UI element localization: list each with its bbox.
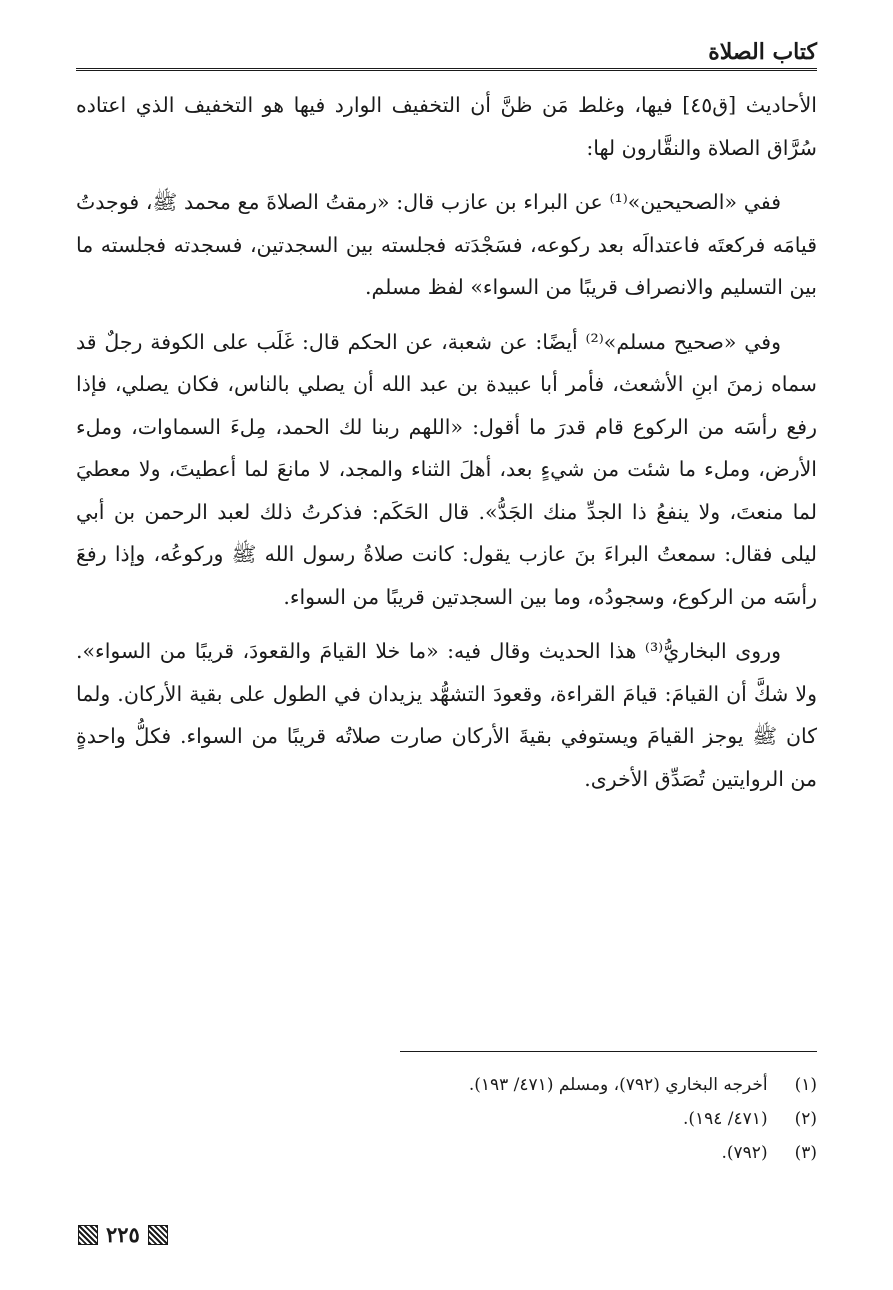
paragraph-bukhari: وروى البخاريُّ⁽³⁾ هذا الحديث وقال فيه: «ما خلا القيامَ والقعودَ، قريبًا من السواء». ولا شكَّ أن القيامَ: قيامَ القراءة، وقعودَ التشهُّد يزيدان في الطول على بقية الأركان. ولما كان ﷺ يوجز القيامَ ويستوفي بقيةَ الأركان صارت صلاتُه قريبًا من السواء. فكلُّ واحدةٍ من الروايتين تُصَدِّق الأخرى. (76, 639, 817, 791)
footnote-text: (٤٧١/ ١٩٤). (682, 1109, 768, 1129)
paragraph-continuation: الأحاديث [ق٤٥] فيها، وغلط مَن ظنَّ أن التخفيف الوارد فيها هو التخفيف الذي اعتاده سُرَّاق الصلاة والنقَّارون لها: (76, 93, 817, 160)
paragraph-sahih-muslim: وفي «صحيح مسلم»⁽²⁾ أيضًا: عن شعبة، عن الحكم قال: غَلَب على الكوفة رجلٌ قد سماه زمنَ ابنِ الأشعث، فأمر أبا عبيدة بن عبد الله أن يصلي بالناس، فكان يصلي، فإذا رفع رأسَه من الركوع قام قدرَ ما أقول: «اللهم ربنا لك الحمد، مِلءَ السماوات، وملء الأرض، وملء ما شئت من شيءٍ بعد، أهلَ الثناء والمجد، لا مانعَ لما أعطيتَ، ولا معطيَ لما منعتَ، ولا ينفعُ ذا الجدِّ منك الجَدُّ». قال الحَكَم: فذكرتُ ذلك لعبد الرحمن بن أبي ليلى فقال: سمعتُ البراءَ بنَ عازب يقول: كانت صلاةُ رسول الله ﷺ وركوعُه، وإذا رفعَ رأسَه من الركوع، وسجودُه، وما بين السجدتين قريبًا من السواء. (76, 329, 817, 609)
footnote-number: (٣) (794, 1143, 817, 1163)
footnote-rule (400, 1051, 817, 1052)
paragraph-sahihayn: ففي «الصحيحين»⁽¹⁾ عن البراء بن عازب قال: «رمقتُ الصلاةَ مع محمد ﷺ، فوجدتُ قيامَه فركعتَه فاعتدالَه بعد ركوعه، فسَجْدَته فجلسته بين السجدتين، فسجدته فجلسته ما بين التسليم والانصراف قريبًا من السواء» لفظ مسلم. (76, 190, 817, 299)
footnote-3 (76, 1136, 817, 1170)
page-number: ٢٢٥ (106, 1222, 140, 1247)
header-rule (76, 68, 817, 71)
footnote-text: أخرجه البخاري (٧٩٢)، ومسلم (٤٧١/ ١٩٣). (468, 1075, 768, 1095)
page-number-block (78, 1222, 168, 1247)
ornament-icon (78, 1225, 98, 1245)
footnote-number: (٢) (794, 1109, 817, 1129)
footnote-2 (76, 1102, 817, 1136)
main-text (76, 84, 817, 812)
footnote-text: (٧٩٢). (721, 1143, 768, 1163)
footnote-1 (76, 1068, 817, 1102)
ornament-icon (148, 1225, 168, 1245)
footnotes (76, 1068, 817, 1170)
footnote-number: (١) (794, 1075, 817, 1095)
running-title: كتاب الصلاة (708, 39, 817, 65)
